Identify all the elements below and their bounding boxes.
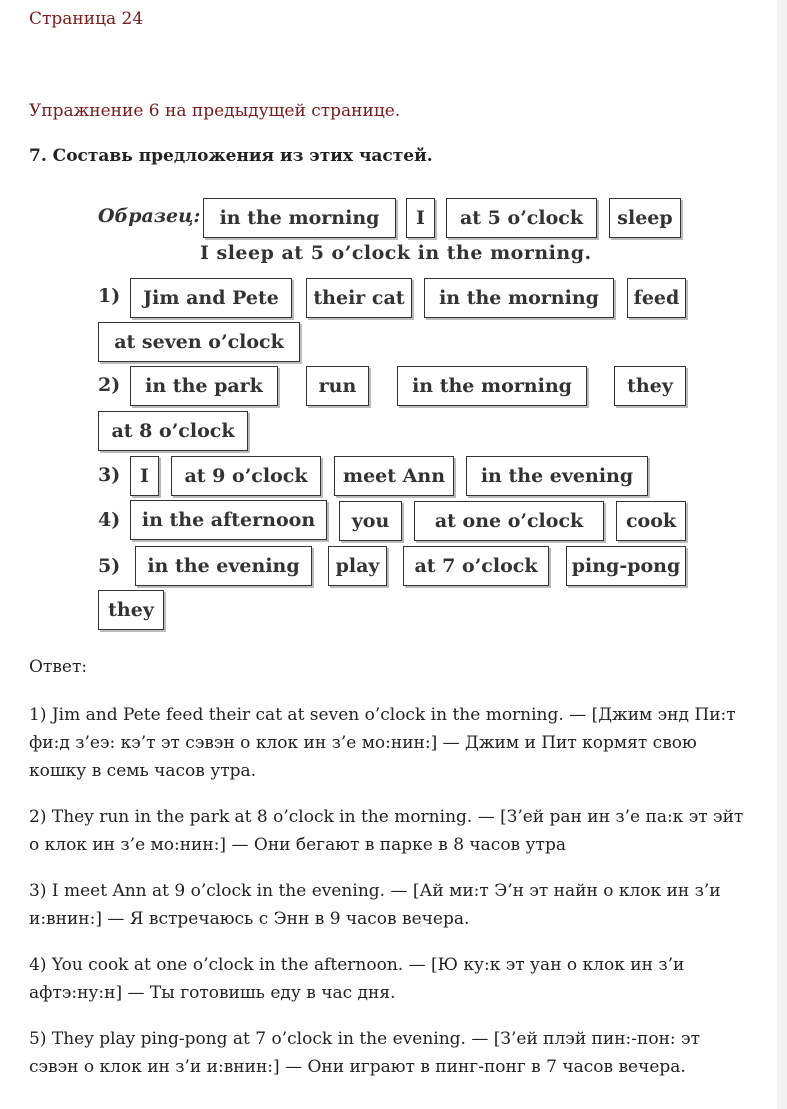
part-box: ping-pong [566, 546, 686, 586]
part-box: you [339, 501, 402, 541]
part-box: at 9 o’clock [171, 456, 321, 496]
answer-paragraph: 4) You cook at one o’clock in the afternoon. — [Ю ку:к эт уан о клок ин з’и афтэ:ну:н] — Ты готовишь еду в час дня. [29, 955, 685, 1003]
answer-paragraph: 1) Jim and Pete feed their cat at seven o’clock in the morning. — [Джим энд Пи:т фи:д з’еэ: кэ’т эт сэвэн о клок ин з’е мо:нин:] — Джим и Пит кормят свою кошку в семь часов утра. [29, 705, 736, 781]
part-box: at one o’clock [414, 501, 604, 541]
item-number: 1) [98, 285, 121, 307]
sample-part-box: in the morning [203, 198, 396, 238]
answer-paragraph: 2) They run in the park at 8 o’clock in the morning. — [З’ей ран ин з’е па:к эт эйт о клок ин з’е мо:нин:] — Они бегают в парке в 8 часов утра [29, 807, 744, 855]
sample-part-box: sleep [609, 198, 681, 238]
item-number: 5) [98, 555, 121, 577]
part-box: in the evening [466, 456, 648, 496]
part-box: at 7 o’clock [403, 546, 549, 586]
answer-paragraph: 3) I meet Ann at 9 o’clock in the evening. — [Ай ми:т Э’н эт найн о клок ин з’и и:внин:] — Я встречаюсь с Энн в 9 часов вечера. [29, 881, 721, 929]
part-box: in the afternoon [130, 500, 327, 540]
part-box: they [614, 366, 686, 406]
sample-part-box: I [406, 198, 435, 238]
item-number: 3) [98, 464, 121, 486]
part-box: meet Ann [334, 456, 454, 496]
part-box: play [328, 546, 387, 586]
page-number-label: Страница 24 [29, 9, 144, 29]
part-box: I [130, 456, 159, 496]
part-box: in the evening [135, 546, 312, 586]
sample-label: Образец: [98, 205, 201, 227]
answer-label: Ответ: [29, 657, 88, 677]
sample-part-box: at 5 o’clock [446, 198, 597, 238]
sample-sentence: I sleep at 5 o’clock in the morning. [200, 242, 592, 264]
part-box: run [306, 366, 369, 406]
part-box: in the park [130, 366, 278, 406]
reference-note: Упражнение 6 на предыдущей странице. [29, 101, 401, 121]
part-box: at seven o’clock [98, 322, 300, 362]
part-box: at 8 o’clock [98, 411, 248, 451]
item-number: 2) [98, 374, 121, 396]
part-box: Jim and Pete [130, 278, 292, 318]
part-box: in the morning [424, 278, 614, 318]
task-title: 7. Составь предложения из этих частей. [29, 146, 433, 166]
part-box: in the morning [397, 366, 587, 406]
part-box: cook [616, 501, 686, 541]
part-box: feed [627, 278, 686, 318]
item-number: 4) [98, 509, 121, 531]
part-box: their cat [306, 278, 412, 318]
part-box: they [98, 590, 164, 630]
answer-paragraph: 5) They play ping-pong at 7 o’clock in the evening. — [З’ей плэй пин:-пон: эт сэвэн о клок ин з’и и:внин:] — Они играют в пинг-понг в 7 часов вечера. [29, 1029, 700, 1077]
